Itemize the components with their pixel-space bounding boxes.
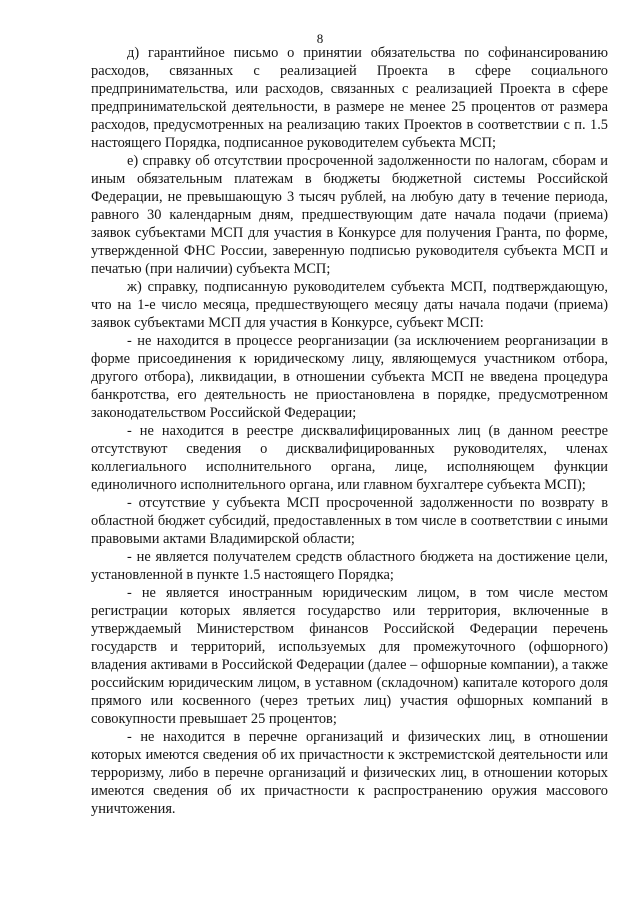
list-item-budget-recipient: - не является получателем средств областного бюджета на достижение цели, установленной в пункте 1.5 настоящего Порядка; xyxy=(91,549,608,583)
list-item-overdue-debt: - отсутствие у субъекта МСП просроченной задолженности по возврату в областной бюджет субсидий, предоставленных в том числе в соответствии с иными правовыми актами Владимирской области; xyxy=(91,495,608,547)
paragraph-guarantee-letter: д) гарантийное письмо о принятии обязательства по софинансированию расходов, связанных с реализацией Проекта в сфере социального предпринимательства, или расходов, связанных с реализацией Проекта в сфере предпринимательской деятельности, в размере не менее 25 процентов от размера расходов, предусмотренных на реализацию таких Проектов в соответствии с п. 1.5 настоящего Порядка, подписанное руководителем субъекта МСП; xyxy=(91,45,608,151)
list-item-disqualified-registry: - не находится в реестре дисквалифицированных лиц (в данном реестре отсутствуют сведения о дисквалифицированных руководителях, членах коллегиального исполнительного органа, лице, исполняющем функции единоличного исполнительного органа, или главном бухгалтере субъекта МСП); xyxy=(91,423,608,493)
list-item-reorganization: - не находится в процессе реорганизации (за исключением реорганизации в форме присоединения к юридическому лицу, являющемуся участником отбора, другого отбора), ликвидации, в отношении субъекта МСП не введена процедура банкротства, его деятельность не приостановлена в порядке, предусмотренном законодательством Российской Федерации; xyxy=(91,333,608,421)
list-item-foreign-entity: - не является иностранным юридическим лицом, в том числе местом регистрации которых является государство или территория, включенные в утверждаемый Министерством финансов Российской Федерации перечень государств и территорий, используемых для промежуточного (офшорного) владения активами в Российской Федерации (далее – офшорные компании), а также российским юридическим лицом, в уставном (складочном) капитале которого доля прямого или косвенного (через третьих лиц) участия офшорных компаний в совокупности превышает 25 процентов; xyxy=(91,585,608,727)
paragraph-tax-certificate: е) справку об отсутствии просроченной задолженности по налогам, сборам и иным обязательным платежам в бюджеты бюджетной системы Российской Федерации, не превышающую 3 тысяч рублей, на любую дату в течение периода, равного 30 календарным дням, предшествующим дате начала подачи (приема) заявок субъектами МСП для участия в Конкурсе для получения Гранта, по форме, утвержденной ФНС России, заверенную подписью руководителя субъекта МСП и печатью (при наличии) субъекта МСП; xyxy=(91,153,608,277)
document-body xyxy=(91,44,608,818)
paragraph-signed-certificate: ж) справку, подписанную руководителем субъекта МСП, подтверждающую, что на 1-е число месяца, предшествующего месяцу даты начала подачи (приема) заявок субъектами МСП для участия в Конкурсе, субъект МСП: xyxy=(91,279,608,331)
page-number: 8 xyxy=(316,31,324,46)
list-item-extremism-list: - не находится в перечне организаций и физических лиц, в отношении которых имеются сведения об их причастности к экстремистской деятельности или терроризму, либо в перечне организаций и физических лиц, в отношении которых имеются сведения об их причастности к распространению оружия массового уничтожения. xyxy=(91,729,608,817)
